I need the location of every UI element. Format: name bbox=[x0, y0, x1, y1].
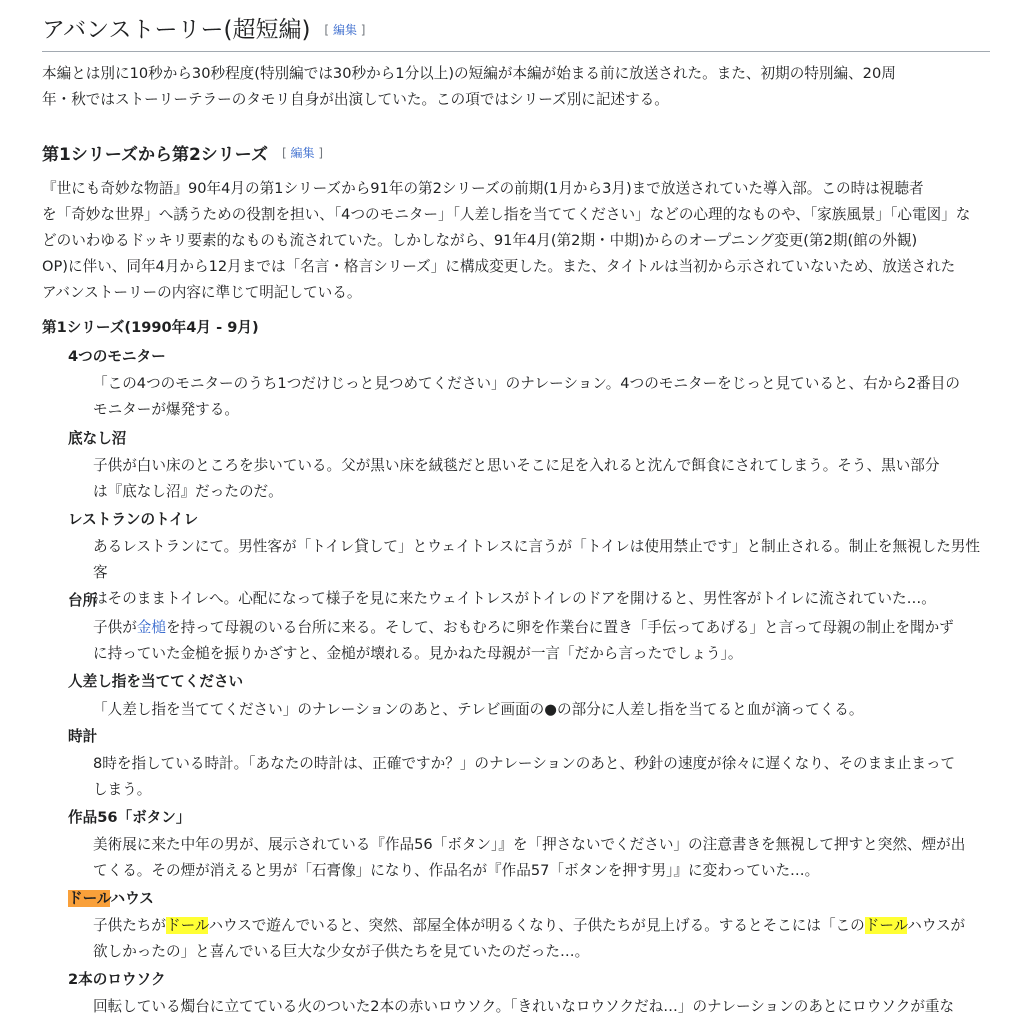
section-edit-link[interactable]: 編集 bbox=[332, 23, 357, 37]
item-title: 2本のロウソク bbox=[68, 971, 166, 988]
item-description: 回転している燭台に立てている火のついた2本の赤いロウソク。「きれいなロウソクだね…」のナレーションのあとにロウソクが重な bbox=[93, 998, 955, 1015]
item-title: 4つのモニター bbox=[68, 348, 166, 365]
item-description: 子供が白い床のところを歩いている。父が黒い床を絨毯だと思いそこに足を入れると沈んで餌食にされてしまう。そう、黒い部分 は『底なし沼』だったのだ。 bbox=[93, 457, 940, 500]
subsection-edit-link[interactable]: 編集 bbox=[290, 146, 315, 160]
item-description: 「人差し指を当ててください」のナレーションのあと、テレビ画面の●の部分に人差し指を当てると血が滴ってくる。 bbox=[93, 701, 864, 718]
edit-bracket-open: [ bbox=[281, 146, 287, 160]
item-title: 作品56「ボタン」 bbox=[68, 809, 191, 826]
intro-line-2: 年・秋ではストーリーテラーのタモリ自身が出演していた。この項ではシリーズ別に記述する。 bbox=[42, 91, 669, 108]
item-description: 「この4つのモニターのうち1つだけじっと見つめてください」のナレーション。4つのモニターをじっと見ていると、右から2番目の モニターが爆発する。 bbox=[93, 375, 960, 418]
item-description: 8時を指している時計。「あなたの時計は、正確ですか？」のナレーションのあと、秒針の速度が徐々に遅くなり、そのまま止まって しまう。 bbox=[93, 755, 956, 798]
section-edit bbox=[324, 23, 365, 37]
para-line-1: 『世にも奇妙な物語』90年4月の第1シリーズから91年の第2シリーズの前期(1月から3月)まで放送されていた導入部。この時は視聴者 bbox=[42, 180, 924, 197]
search-highlight: ドール bbox=[864, 917, 908, 934]
subsection-title: 第1シリーズから第2シリーズ bbox=[42, 145, 268, 165]
section-heading bbox=[42, 10, 990, 52]
intro-line-1: 本編とは別に10秒から30秒程度(特別編では30秒から1分以上)の短編が本編が始まる前に放送された。また、初期の特別編、20周 bbox=[42, 65, 896, 82]
search-highlight: ドール bbox=[68, 890, 111, 907]
section-intro bbox=[42, 61, 990, 113]
subsection-paragraph bbox=[42, 176, 990, 306]
item-title: 時計 bbox=[68, 728, 98, 745]
item-description: 子供たちがドールハウスで遊んでいると、突然、部屋全体が明るくなり、子供たちが見上げる。するとそこには「このドールハウスが 欲しかったの」と喜んでいる巨大な少女が子供たちを見ていたのだった…。 bbox=[93, 917, 966, 960]
subsection-edit bbox=[282, 146, 323, 160]
series1-heading: 第1シリーズ(1990年4月 - 9月) bbox=[42, 319, 259, 336]
item-description: 美術展に来た中年の男が、展示されている『作品56「ボタン」』を「押さないでください」の注意書きを無視して押すと突然、煙が出 てくる。その煙が消えると男が「石膏像」になり、作品名が『作品57「ボタンを押す男」』に変わっていた…。 bbox=[93, 836, 966, 879]
item-title: ドールハウス bbox=[68, 890, 154, 907]
para-line-3: どのいわゆるドッキリ要素的なものも流されていた。しかしながら、91年4月(第2期・中期)からのオープニング変更(第2期(館の外観) bbox=[42, 232, 918, 249]
subsection-heading bbox=[42, 140, 323, 168]
para-line-2: を「奇妙な世界」へ誘うための役割を担い、「4つのモニター」「人差し指を当ててください」などの心理的なものや、「家族風景」「心電図」な bbox=[42, 206, 971, 223]
para-line-4: OP)に伴い、同年4月から12月までは「名言・格言シリーズ」に構成変更した。また、タイトルは当初から示されていないため、放送された bbox=[42, 258, 956, 275]
hammer-link[interactable]: 金槌 bbox=[136, 619, 166, 636]
edit-bracket-open: [ bbox=[324, 23, 330, 37]
item-title: 台所 bbox=[68, 592, 98, 609]
item-title: 人差し指を当ててください bbox=[68, 673, 244, 690]
search-highlight: ドール bbox=[165, 917, 209, 934]
edit-bracket-close: ] bbox=[360, 23, 366, 37]
item-description: あるレストランにて。男性客が「トイレ貸して」とウェイトレスに言うが「トイレは使用禁止です」と制止される。制止を無視した男性客 はそのままトイレへ。心配になって様子を見に来たウェイトレスがトイレのドアを開けると、男性客がトイレに流されていた…。 bbox=[93, 538, 981, 607]
section-title: アバンストーリー(超短編) bbox=[42, 17, 311, 43]
para-line-5: アバンストーリーの内容に準じて明記している。 bbox=[42, 284, 362, 301]
item-description: 子供が金槌を持って母親のいる台所に来る。そして、おもむろに卵を作業台に置き「手伝ってあげる」と言って母親の制止を聞かず に持っていた金槌を振りかざすと、金槌が壊れる。見かねた母親が一言「だから言ったでしょう」。 bbox=[93, 619, 954, 662]
item-title: 底なし沼 bbox=[68, 430, 127, 447]
item-title: レストランのトイレ bbox=[68, 511, 199, 528]
edit-bracket-close: ] bbox=[318, 146, 324, 160]
